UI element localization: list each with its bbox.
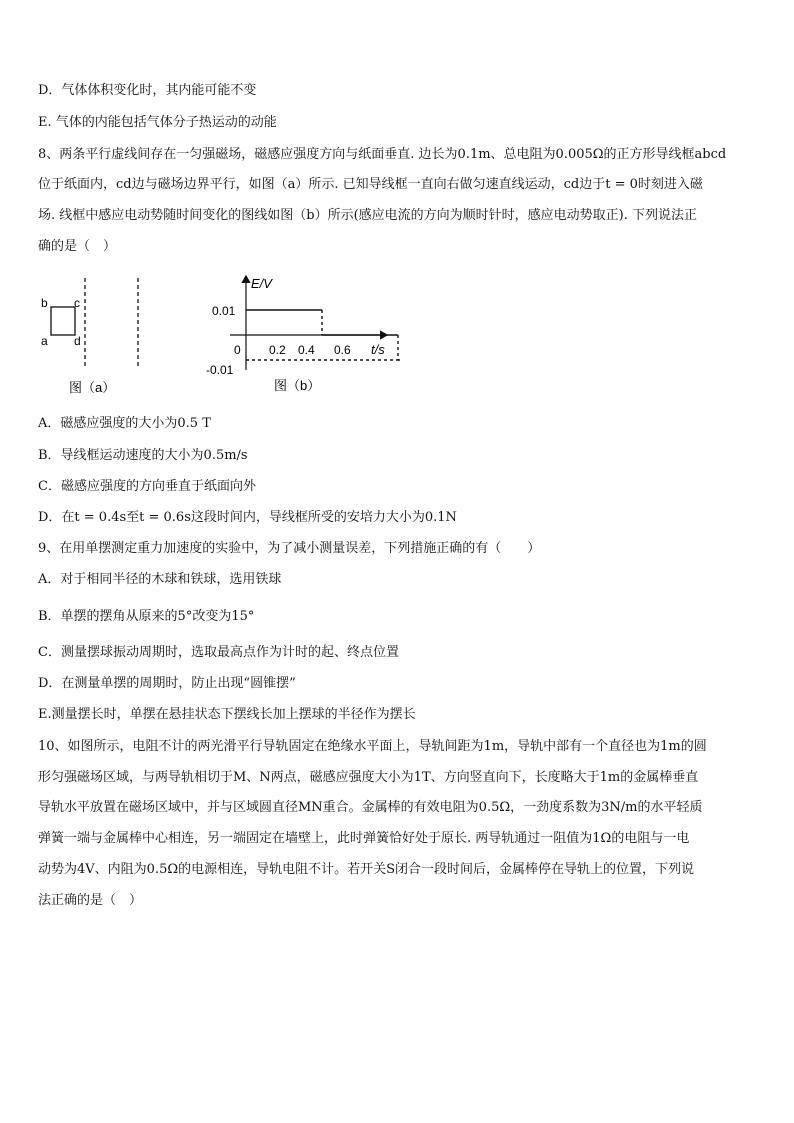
question-8-line-1: 8、两条平行虚线间存在一匀强磁场，磁感应强度方向与纸面垂直. 边长为0.1m、总电阻为0.005Ω的正方形导线框abcd [38,147,727,162]
option-e-q7: E. 气体的内能包括气体分子热运动的动能 [38,115,277,130]
option-c-q9: C．测量摆球振动周期时，选取最高点作为计时的起、终点位置 [38,645,399,660]
x-axis-label: t/s [371,342,385,357]
option-b-q9: B．单摆的摆角从原来的5°改变为15° [38,609,255,624]
question-8-line-3: 场. 线框中感应电动势随时间变化的图线如图（b）所示(感应电流的方向为顺时针时，感应电动势取正). 下列说法正 [38,208,697,223]
question-8-line-2: 位于纸面内，cd边与磁场边界平行，如图（a）所示. 已知导线框一直向右做匀速直线运动，cd边于t = 0时刻进入磁 [38,177,703,192]
option-c-q8: C．磁感应强度的方向垂直于纸面向外 [38,479,256,494]
label-d: d [74,334,81,348]
x-tick-0: 0 [234,343,241,357]
question-10-line-4: 弹簧一端与金属棒中心相连，另一端固定在墙壁上，此时弹簧恰好处于原长. 两导轨通过一阻值为1Ω的电阻与一电 [38,831,690,846]
option-a-q8: A．磁感应强度的大小为0.5 T [38,416,211,431]
option-d-q8: D．在t = 0.4s至t = 0.6s这段时间内，导线框所受的安培力大小为0.1N [38,510,457,525]
label-c: c [74,296,80,310]
question-10-line-6: 法正确的是（ ） [38,893,143,908]
option-d-q7: D．气体体积变化时，其内能可能不变 [38,83,257,98]
figure-a-caption: 图（a） [69,380,116,395]
figure-b-caption: 图（b） [274,378,321,393]
x-tick-0-6: 0.6 [334,343,351,357]
x-tick-0-2: 0.2 [269,343,286,357]
question-10-line-3: 导轨水平放置在磁场区域中，并与区域圆直径MN重合。金属棒的有效电阻为0.5Ω，一劲度系数为3N/m的水平轻质 [38,800,703,815]
y-tick-0-01: 0.01 [212,304,236,318]
y-tick-neg-0-01: -0.01 [206,363,234,377]
question-10-line-1: 10、如图所示，电阻不计的两光滑平行导轨固定在绝缘水平面上，导轨间距为1m，导轨中部有一个直径也为1m的圆 [38,739,707,754]
option-b-q8: B．导线框运动速度的大小为0.5m/s [38,448,248,463]
label-a: a [41,334,48,348]
option-e-q9: E.测量摆长时，单摆在悬挂状态下摆线长加上摆球的半径作为摆长 [38,707,416,722]
label-b: b [41,296,48,310]
option-d-q9: D．在测量单摆的周期时，防止出现“圆锥摆” [38,676,296,691]
figure-b [200,270,400,400]
x-tick-0-4: 0.4 [298,343,315,357]
wire-frame-square [51,307,75,335]
option-a-q9: A．对于相同半径的木球和铁球，选用铁球 [38,572,282,587]
question-10-line-5: 动势为4V、内阻为0.5Ω的电源相连，导轨电阻不计。若开关S闭合一段时间后，金属棒停在导轨上的位置，下列说 [38,862,695,877]
y-axis-label: E/V [251,276,272,291]
figure-a [38,275,158,400]
question-10-line-2: 形匀强磁场区域，与两导轨相切于M、N两点，磁感应强度大小为1T、方向竖直向下，长度略大于1m的金属棒垂直 [38,770,699,785]
question-8-line-4: 确的是（ ） [38,239,117,254]
question-9: 9、在用单摆测定重力加速度的实验中，为了减小测量误差，下列措施正确的有（ ） [38,541,541,556]
